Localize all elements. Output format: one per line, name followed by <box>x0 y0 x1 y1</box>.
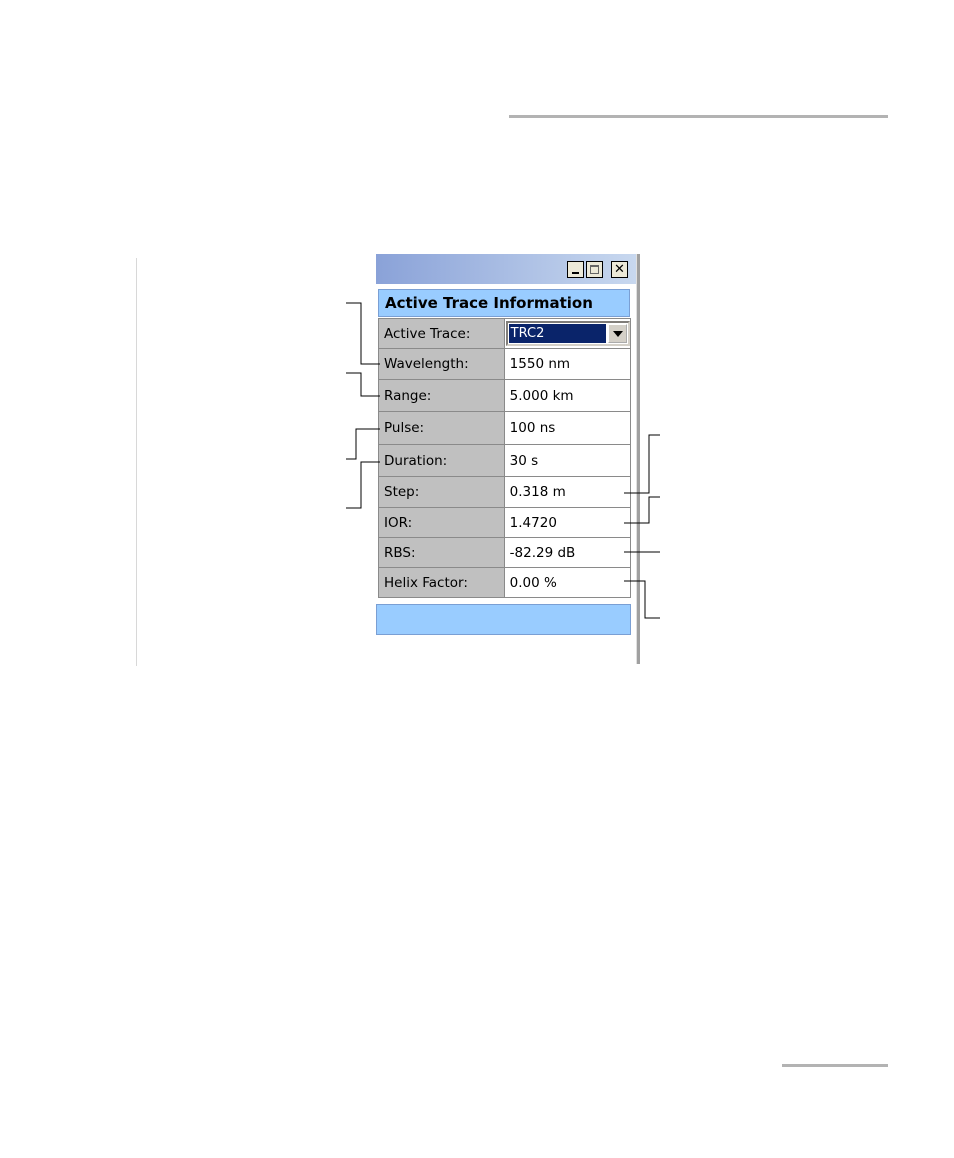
active-trace-selected-value: TRC2 <box>509 324 606 343</box>
callout-step <box>624 435 660 493</box>
row-label: Range: <box>379 380 505 412</box>
row-label: Pulse: <box>379 412 505 445</box>
row-value: 1550 nm <box>504 349 630 380</box>
row-label: Duration: <box>379 445 505 477</box>
row-label: Wavelength: <box>379 349 505 380</box>
callout-duration <box>346 462 380 508</box>
callout-helix <box>624 581 660 618</box>
row-value: 0.318 m <box>504 477 630 508</box>
row-value: 0.00 % <box>504 568 630 598</box>
row-value: 100 ns <box>504 412 630 445</box>
row-label: Helix Factor: <box>379 568 505 598</box>
row-label: IOR: <box>379 508 505 538</box>
callout-pulse <box>346 429 380 459</box>
row-label: Step: <box>379 477 505 508</box>
row-value: 30 s <box>504 445 630 477</box>
row-value: -82.29 dB <box>504 538 630 568</box>
page-footer-rule <box>782 1064 888 1067</box>
callout-ior <box>624 497 660 523</box>
row-label: Active Trace: <box>379 319 505 349</box>
close-icon: ✕ <box>614 262 625 277</box>
row-value: 1.4720 <box>504 508 630 538</box>
callout-range <box>346 373 380 396</box>
panel-title: Active Trace Information <box>378 289 630 317</box>
callout-wavelength <box>346 303 380 364</box>
row-label: RBS: <box>379 538 505 568</box>
row-value: 5.000 km <box>504 380 630 412</box>
